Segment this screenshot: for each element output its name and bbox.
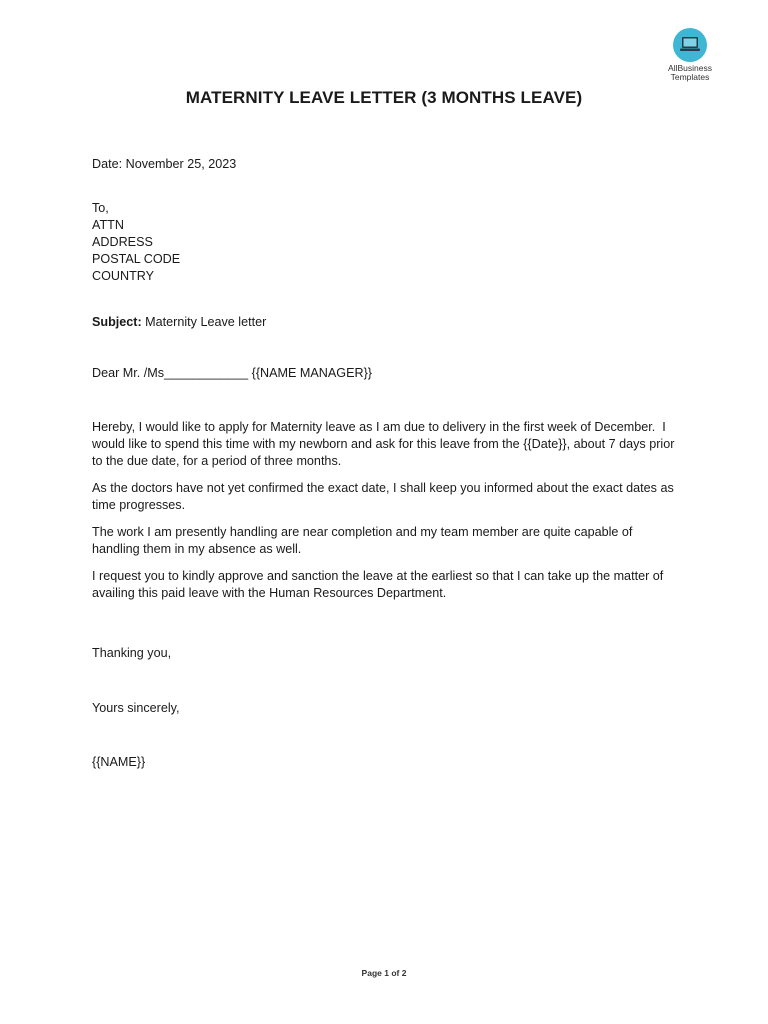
body-paragraph: Hereby, I would like to apply for Maternity leave as I am due to delivery in the first week of December. I would like to spend this time with my newborn and ask for this leave from the {{Date}}, about 7 days prior to the due date, for a period of three months.	[92, 420, 678, 468]
body-paragraph: The work I am presently handling are near completion and my team member are quite capable of handling them in my absence as well.	[92, 525, 633, 556]
brand-logo	[660, 28, 720, 82]
closing-sincerely-text: Yours sincerely,	[92, 701, 180, 715]
body-paragraph: I request you to kindly approve and sanction the leave at the earliest so that I can take up the matter of availing this paid leave with the Human Resources Department.	[92, 569, 664, 600]
subject-line	[92, 314, 676, 331]
body-paragraph: As the doctors have not yet confirmed the exact date, I shall keep you informed about the exact dates as time progresses.	[92, 481, 674, 512]
laptop-icon	[673, 28, 707, 62]
date-line	[92, 156, 676, 173]
salutation	[92, 365, 676, 382]
address-line: ADDRESS	[92, 235, 153, 249]
closing-thanks	[92, 645, 676, 662]
signature-text: {{NAME}}	[92, 755, 146, 769]
subject-label: Subject:	[92, 315, 142, 329]
page-number: Page 1 of 2	[361, 968, 407, 978]
address-line: COUNTRY	[92, 269, 155, 283]
logo-text-line2: Templates	[670, 72, 710, 82]
signature	[92, 754, 676, 771]
salutation-text: Dear Mr. /Ms____________ {{NAME MANAGER}}	[92, 366, 373, 380]
letter-title: MATERNITY LEAVE LETTER (3 MONTHS LEAVE)	[185, 88, 583, 107]
closing-sincerely	[92, 700, 676, 717]
address-line: To,	[92, 201, 109, 215]
date-text: Date: November 25, 2023	[92, 157, 237, 171]
address-line: POSTAL CODE	[92, 252, 181, 266]
closing-thanks-text: Thanking you,	[92, 646, 172, 660]
subject-text: Maternity Leave letter	[141, 315, 267, 329]
logo-text-line1: AllBusiness	[668, 63, 712, 73]
letter-body	[92, 419, 676, 602]
address-line: ATTN	[92, 218, 124, 232]
recipient-address	[92, 200, 676, 285]
